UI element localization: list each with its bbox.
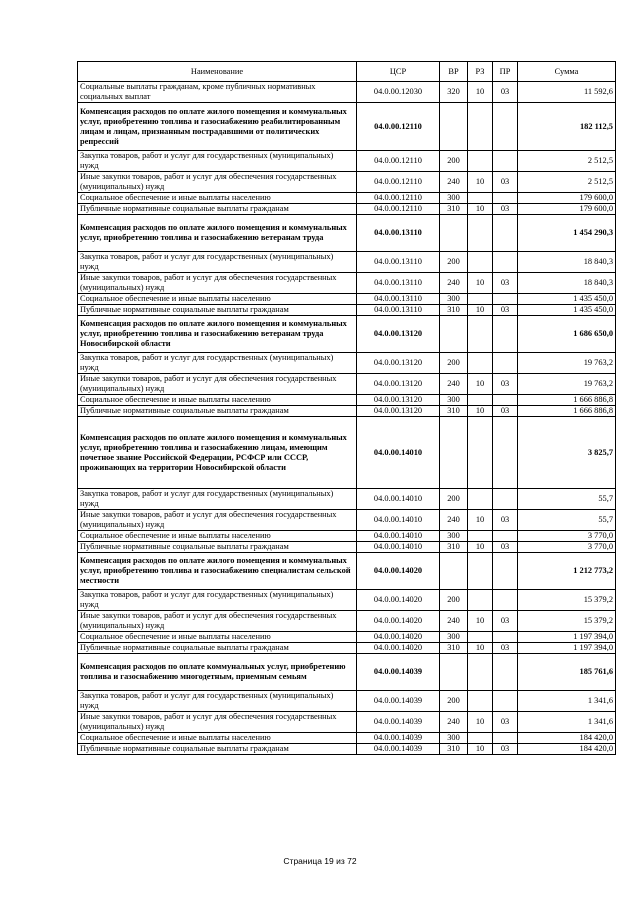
cell-sum: 179 600,0 (518, 204, 616, 215)
cell-vr: 310 (440, 305, 468, 316)
cell-vr: 300 (440, 733, 468, 744)
cell-name: Закупка товаров, работ и услуг для государственных (муниципальных) нужд (78, 590, 357, 611)
cell-sum: 19 763,2 (518, 374, 616, 395)
table-row-group (78, 103, 616, 151)
cell-name: Социальное обеспечение и иные выплаты населению (78, 531, 357, 542)
cell-name: Социальное обеспечение и иные выплаты населению (78, 395, 357, 406)
cell-vr: 320 (440, 82, 468, 103)
table-row (78, 712, 616, 733)
cell-sum: 1 435 450,0 (518, 294, 616, 305)
cell-vr: 200 (440, 489, 468, 510)
cell-csr: 04.0.00.13110 (357, 305, 440, 316)
cell-pr: 03 (493, 611, 518, 632)
cell-rz (468, 353, 493, 374)
cell-csr: 04.0.00.13110 (357, 215, 440, 252)
table-row (78, 252, 616, 273)
cell-sum: 1 341,6 (518, 691, 616, 712)
cell-sum: 1 197 394,0 (518, 632, 616, 643)
table-row (78, 489, 616, 510)
cell-rz (468, 395, 493, 406)
table-row (78, 294, 616, 305)
cell-name: Компенсация расходов по оплате жилого помещения и коммунальных услуг, приобретению топлива и газоснабжению специалистам сельской местности (78, 553, 357, 590)
page-number: Страница 19 из 72 (283, 856, 357, 866)
cell-rz: 10 (468, 611, 493, 632)
cell-csr: 04.0.00.14020 (357, 553, 440, 590)
cell-sum: 3 770,0 (518, 542, 616, 553)
table-row (78, 542, 616, 553)
cell-sum: 15 379,2 (518, 590, 616, 611)
cell-vr: 310 (440, 542, 468, 553)
cell-pr: 03 (493, 82, 518, 103)
cell-rz: 10 (468, 305, 493, 316)
table-row (78, 305, 616, 316)
cell-vr (440, 553, 468, 590)
table-row (78, 611, 616, 632)
cell-vr: 200 (440, 252, 468, 273)
cell-csr: 04.0.00.13110 (357, 273, 440, 294)
cell-csr: 04.0.00.13110 (357, 294, 440, 305)
cell-name: Публичные нормативные социальные выплаты гражданам (78, 406, 357, 417)
cell-csr: 04.0.00.13120 (357, 395, 440, 406)
cell-pr (493, 252, 518, 273)
cell-name: Социальное обеспечение и иные выплаты населению (78, 733, 357, 744)
header-pr: ПР (493, 62, 518, 82)
cell-vr: 300 (440, 632, 468, 643)
cell-pr: 03 (493, 406, 518, 417)
cell-name: Публичные нормативные социальные выплаты гражданам (78, 643, 357, 654)
header-csr: ЦСР (357, 62, 440, 82)
cell-rz: 10 (468, 712, 493, 733)
cell-name: Компенсация расходов по оплате жилого помещения и коммунальных услуг, приобретению топлива и газоснабжению реабилитированным лицам и лицам, признанным пострадавшими от политических репрессий (78, 103, 357, 151)
cell-name: Публичные нормативные социальные выплаты гражданам (78, 305, 357, 316)
cell-vr: 310 (440, 204, 468, 215)
cell-vr (440, 654, 468, 691)
table-row (78, 744, 616, 755)
table-row-group (78, 553, 616, 590)
table-row-group (78, 215, 616, 252)
cell-rz (468, 691, 493, 712)
cell-vr: 300 (440, 531, 468, 542)
cell-name: Публичные нормативные социальные выплаты гражданам (78, 542, 357, 553)
cell-pr (493, 733, 518, 744)
cell-csr: 04.0.00.14010 (357, 531, 440, 542)
table-row (78, 531, 616, 542)
cell-name: Компенсация расходов по оплате жилого помещения и коммунальных услуг, приобретению топлива и газоснабжению лицам, имеющим почетное звание Российской Федерации, РСФСР или СССР, проживающих на территории Новосибирской области (78, 417, 357, 489)
cell-sum: 184 420,0 (518, 744, 616, 755)
cell-sum: 184 420,0 (518, 733, 616, 744)
cell-csr: 04.0.00.12110 (357, 193, 440, 204)
cell-name: Социальное обеспечение и иные выплаты населению (78, 632, 357, 643)
cell-csr: 04.0.00.13120 (357, 316, 440, 353)
cell-csr: 04.0.00.12030 (357, 82, 440, 103)
cell-vr (440, 417, 468, 489)
cell-pr (493, 294, 518, 305)
cell-sum: 55,7 (518, 510, 616, 531)
cell-pr (493, 215, 518, 252)
cell-pr (493, 654, 518, 691)
cell-rz (468, 193, 493, 204)
cell-sum: 1 686 650,0 (518, 316, 616, 353)
cell-sum: 1 435 450,0 (518, 305, 616, 316)
cell-rz (468, 553, 493, 590)
cell-rz (468, 632, 493, 643)
cell-pr: 03 (493, 510, 518, 531)
cell-vr (440, 103, 468, 151)
cell-pr: 03 (493, 305, 518, 316)
cell-rz (468, 215, 493, 252)
cell-rz: 10 (468, 172, 493, 193)
cell-rz (468, 151, 493, 172)
cell-pr (493, 417, 518, 489)
cell-pr (493, 553, 518, 590)
cell-sum: 18 840,3 (518, 252, 616, 273)
cell-csr: 04.0.00.14010 (357, 510, 440, 531)
cell-vr: 240 (440, 374, 468, 395)
cell-pr: 03 (493, 204, 518, 215)
cell-csr: 04.0.00.12110 (357, 151, 440, 172)
table-body (78, 82, 616, 755)
cell-sum: 1 197 394,0 (518, 643, 616, 654)
cell-rz: 10 (468, 744, 493, 755)
cell-pr (493, 531, 518, 542)
cell-vr: 240 (440, 510, 468, 531)
cell-sum: 19 763,2 (518, 353, 616, 374)
cell-rz (468, 590, 493, 611)
cell-rz: 10 (468, 542, 493, 553)
cell-pr: 03 (493, 744, 518, 755)
table-row (78, 510, 616, 531)
cell-csr: 04.0.00.14020 (357, 632, 440, 643)
cell-rz: 10 (468, 510, 493, 531)
cell-vr: 200 (440, 691, 468, 712)
table-row (78, 193, 616, 204)
cell-csr: 04.0.00.14020 (357, 590, 440, 611)
cell-csr: 04.0.00.13110 (357, 252, 440, 273)
table-row (78, 273, 616, 294)
cell-name: Закупка товаров, работ и услуг для государственных (муниципальных) нужд (78, 691, 357, 712)
cell-rz (468, 531, 493, 542)
cell-rz (468, 252, 493, 273)
table-row (78, 395, 616, 406)
cell-name: Иные закупки товаров, работ и услуг для обеспечения государственных (муниципальных) нужд (78, 510, 357, 531)
cell-rz: 10 (468, 204, 493, 215)
cell-name: Социальные выплаты гражданам, кроме публичных нормативных социальных выплат (78, 82, 357, 103)
cell-sum: 1 341,6 (518, 712, 616, 733)
cell-csr: 04.0.00.14039 (357, 712, 440, 733)
header-sum: Сумма (518, 62, 616, 82)
cell-sum: 3 770,0 (518, 531, 616, 542)
cell-name: Иные закупки товаров, работ и услуг для обеспечения государственных (муниципальных) нужд (78, 374, 357, 395)
cell-csr: 04.0.00.12110 (357, 204, 440, 215)
cell-pr (493, 489, 518, 510)
cell-pr: 03 (493, 712, 518, 733)
cell-rz (468, 316, 493, 353)
cell-pr: 03 (493, 643, 518, 654)
cell-sum: 1 666 886,8 (518, 406, 616, 417)
cell-name: Компенсация расходов по оплате жилого помещения и коммунальных услуг, приобретению топлива и газоснабжению ветеранам труда (78, 215, 357, 252)
cell-pr (493, 691, 518, 712)
cell-sum: 185 761,6 (518, 654, 616, 691)
cell-pr (493, 151, 518, 172)
table-row (78, 151, 616, 172)
cell-name: Иные закупки товаров, работ и услуг для обеспечения государственных (муниципальных) нужд (78, 611, 357, 632)
table-row (78, 590, 616, 611)
cell-sum: 1 454 290,3 (518, 215, 616, 252)
cell-vr: 200 (440, 151, 468, 172)
cell-rz: 10 (468, 82, 493, 103)
cell-name: Иные закупки товаров, работ и услуг для обеспечения государственных (муниципальных) нужд (78, 172, 357, 193)
cell-vr: 310 (440, 643, 468, 654)
cell-sum: 55,7 (518, 489, 616, 510)
cell-sum: 3 825,7 (518, 417, 616, 489)
cell-sum: 11 592,6 (518, 82, 616, 103)
cell-vr: 300 (440, 294, 468, 305)
table-header-row (78, 62, 616, 82)
table-row (78, 691, 616, 712)
cell-rz: 10 (468, 406, 493, 417)
cell-name: Закупка товаров, работ и услуг для государственных (муниципальных) нужд (78, 489, 357, 510)
table-row-group (78, 654, 616, 691)
cell-vr: 240 (440, 273, 468, 294)
cell-rz (468, 733, 493, 744)
cell-name: Иные закупки товаров, работ и услуг для обеспечения государственных (муниципальных) нужд (78, 273, 357, 294)
cell-sum: 1 666 886,8 (518, 395, 616, 406)
cell-pr (493, 103, 518, 151)
cell-pr: 03 (493, 374, 518, 395)
cell-name: Публичные нормативные социальные выплаты гражданам (78, 744, 357, 755)
cell-rz: 10 (468, 374, 493, 395)
table-row-group (78, 417, 616, 489)
header-name: Наименование (78, 62, 357, 82)
cell-rz: 10 (468, 273, 493, 294)
cell-pr (493, 316, 518, 353)
cell-pr (493, 353, 518, 374)
cell-csr: 04.0.00.14039 (357, 733, 440, 744)
header-rz: РЗ (468, 62, 493, 82)
table-row (78, 172, 616, 193)
cell-vr: 200 (440, 353, 468, 374)
cell-vr: 300 (440, 395, 468, 406)
cell-pr (493, 395, 518, 406)
cell-name: Социальное обеспечение и иные выплаты населению (78, 193, 357, 204)
cell-vr: 310 (440, 744, 468, 755)
cell-sum: 1 212 773,2 (518, 553, 616, 590)
cell-csr: 04.0.00.12110 (357, 103, 440, 151)
cell-sum: 18 840,3 (518, 273, 616, 294)
cell-csr: 04.0.00.13120 (357, 353, 440, 374)
cell-rz (468, 417, 493, 489)
cell-name: Иные закупки товаров, работ и услуг для обеспечения государственных (муниципальных) нужд (78, 712, 357, 733)
cell-csr: 04.0.00.13120 (357, 374, 440, 395)
cell-name: Публичные нормативные социальные выплаты гражданам (78, 204, 357, 215)
budget-table (77, 61, 616, 755)
cell-vr: 240 (440, 712, 468, 733)
cell-csr: 04.0.00.14010 (357, 489, 440, 510)
cell-name: Закупка товаров, работ и услуг для государственных (муниципальных) нужд (78, 353, 357, 374)
cell-csr: 04.0.00.12110 (357, 172, 440, 193)
cell-name: Компенсация расходов по оплате коммунальных услуг, приобретению топлива и газоснабжению многодетным, приемным семьям (78, 654, 357, 691)
cell-name: Закупка товаров, работ и услуг для государственных (муниципальных) нужд (78, 252, 357, 273)
cell-rz (468, 103, 493, 151)
table-row (78, 82, 616, 103)
table-row (78, 204, 616, 215)
cell-csr: 04.0.00.14010 (357, 417, 440, 489)
cell-sum: 2 512,5 (518, 151, 616, 172)
cell-vr: 240 (440, 172, 468, 193)
cell-sum: 179 600,0 (518, 193, 616, 204)
cell-vr: 240 (440, 611, 468, 632)
cell-vr (440, 316, 468, 353)
cell-sum: 15 379,2 (518, 611, 616, 632)
cell-name: Компенсация расходов по оплате жилого помещения и коммунальных услуг, приобретению топлива и газоснабжению ветеранам труда Новосибирской области (78, 316, 357, 353)
cell-name: Социальное обеспечение и иные выплаты населению (78, 294, 357, 305)
cell-csr: 04.0.00.14039 (357, 691, 440, 712)
cell-name: Закупка товаров, работ и услуг для государственных (муниципальных) нужд (78, 151, 357, 172)
cell-csr: 04.0.00.14020 (357, 611, 440, 632)
cell-sum: 182 112,5 (518, 103, 616, 151)
cell-pr: 03 (493, 273, 518, 294)
cell-vr: 310 (440, 406, 468, 417)
cell-pr (493, 590, 518, 611)
cell-csr: 04.0.00.14020 (357, 643, 440, 654)
table-row (78, 643, 616, 654)
cell-csr: 04.0.00.14039 (357, 654, 440, 691)
cell-sum: 2 512,5 (518, 172, 616, 193)
cell-vr: 300 (440, 193, 468, 204)
header-vr: ВР (440, 62, 468, 82)
cell-pr: 03 (493, 542, 518, 553)
cell-rz (468, 489, 493, 510)
table-row-group (78, 316, 616, 353)
cell-csr: 04.0.00.13120 (357, 406, 440, 417)
cell-pr (493, 632, 518, 643)
cell-pr: 03 (493, 172, 518, 193)
cell-vr: 200 (440, 590, 468, 611)
cell-rz (468, 294, 493, 305)
cell-vr (440, 215, 468, 252)
table-row (78, 374, 616, 395)
table-row (78, 406, 616, 417)
cell-csr: 04.0.00.14010 (357, 542, 440, 553)
table-row (78, 632, 616, 643)
cell-pr (493, 193, 518, 204)
cell-rz: 10 (468, 643, 493, 654)
table-row (78, 353, 616, 374)
cell-csr: 04.0.00.14039 (357, 744, 440, 755)
cell-rz (468, 654, 493, 691)
table-row (78, 733, 616, 744)
